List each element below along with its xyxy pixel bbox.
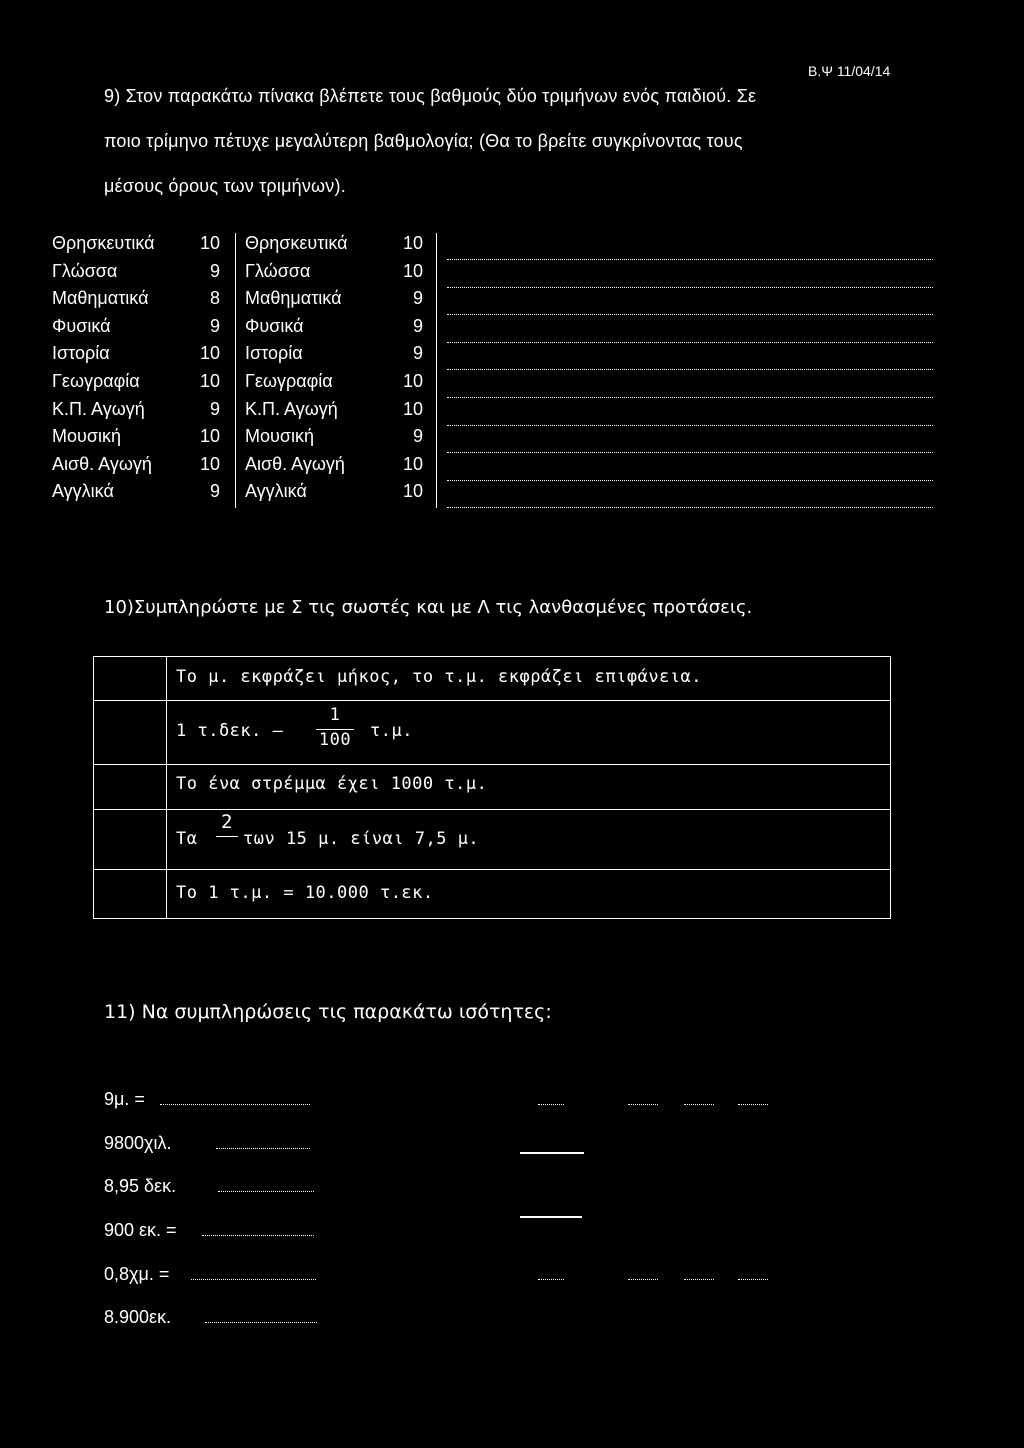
grades-row <box>0 399 1024 427</box>
answer-blank[interactable] <box>216 1148 310 1149</box>
fraction-1-100 <box>316 705 354 755</box>
tf-column-divider <box>166 657 167 918</box>
term1-subject: Μαθηματικά <box>52 288 149 309</box>
fraction-denominator: 100 <box>318 730 352 750</box>
term1-grade: 10 <box>199 233 220 253</box>
equation-6: 8.900εκ. <box>104 1307 172 1327</box>
page-code: Β.Ψ 11/04/14 <box>808 63 891 79</box>
fraction-2 <box>216 811 238 841</box>
grades-row <box>0 454 1024 482</box>
term2-subject: Αισθ. Αγωγή <box>245 453 345 474</box>
grades-row <box>0 343 1024 371</box>
term2-subject: Μουσική <box>245 426 314 447</box>
tf-statement-3: Το ένα στρέμμα έχει 1000 τ.μ. <box>176 774 488 794</box>
equation-4: 900 εκ. = <box>104 1220 177 1240</box>
q11-title: 11) Να συμπληρώσεις τις παρακάτω ισότητες: <box>104 1001 552 1023</box>
fraction-numerator: 2 <box>221 811 233 833</box>
term1-grade: 9 <box>209 260 220 281</box>
term2-grade: 10 <box>402 371 423 391</box>
term2-grade: 10 <box>402 233 423 253</box>
term1-subject: Αγγλικά <box>52 481 114 502</box>
grades-row <box>0 261 1024 289</box>
tf-row-divider <box>94 700 890 701</box>
term2-subject: Φυσικά <box>245 315 304 336</box>
q9-text-line-3: μέσους όρους των τριμήνων). <box>104 176 346 196</box>
grades-row <box>0 426 1024 454</box>
term2-grade: 9 <box>412 426 423 447</box>
term2-subject: Θρησκευτικά <box>245 233 348 253</box>
equation-5: 0,8χμ. = <box>104 1264 170 1284</box>
grades-row <box>0 316 1024 344</box>
tf-row-divider <box>94 809 890 810</box>
grades-row <box>0 233 1024 261</box>
fraction-numerator: 1 <box>329 705 341 725</box>
true-false-table <box>93 656 891 919</box>
term1-subject: Ιστορία <box>52 343 110 364</box>
answer-blank[interactable] <box>628 1104 658 1105</box>
term1-subject: Κ.Π. Αγωγή <box>52 398 145 419</box>
tf-statement-2-prefix: 1 τ.δεκ. – <box>176 721 284 741</box>
answer-blank[interactable] <box>202 1235 314 1236</box>
term2-subject: Γεωγραφία <box>245 371 333 391</box>
answer-line[interactable] <box>447 507 933 508</box>
term2-grade: 9 <box>412 288 423 309</box>
term1-subject: Θρησκευτικά <box>52 233 155 253</box>
term2-subject: Γλώσσα <box>245 260 311 281</box>
term2-subject: Ιστορία <box>245 343 303 364</box>
term2-grade: 9 <box>412 343 423 364</box>
tf-statement-4-suffix: των 15 μ. είναι 7,5 μ. <box>243 829 480 849</box>
term1-subject: Γλώσσα <box>52 260 118 281</box>
tf-statement-4-prefix: Τα <box>176 829 198 849</box>
grades-row <box>0 288 1024 316</box>
answer-blank[interactable] <box>628 1279 658 1280</box>
q9-text-line-2: ποιο τρίμηνο πέτυχε μεγαλύτερη βαθμολογία; (Θα το βρείτε συγκρίνοντας τους <box>104 131 743 151</box>
term2-grade: 10 <box>402 260 423 281</box>
answer-blank[interactable] <box>684 1279 714 1280</box>
term1-grade: 9 <box>209 398 220 419</box>
term1-grade: 10 <box>199 426 220 447</box>
equation-1: 9μ. = <box>104 1089 145 1109</box>
long-dash <box>520 1152 584 1154</box>
term1-subject: Φυσικά <box>52 315 111 336</box>
answer-blank[interactable] <box>684 1104 714 1105</box>
term1-subject: Μουσική <box>52 426 121 447</box>
term1-subject: Αισθ. Αγωγή <box>52 453 152 474</box>
answer-blank[interactable] <box>160 1104 310 1105</box>
answer-blank[interactable] <box>738 1279 768 1280</box>
answer-blank[interactable] <box>191 1279 316 1280</box>
answer-blank[interactable] <box>218 1191 314 1192</box>
term2-subject: Κ.Π. Αγωγή <box>245 398 338 419</box>
grades-table <box>0 233 1024 513</box>
term2-subject: Μαθηματικά <box>245 288 342 309</box>
term1-grade: 9 <box>209 315 220 336</box>
tf-statement-5: Το 1 τ.μ. = 10.000 τ.εκ. <box>176 883 434 903</box>
long-dash <box>520 1216 582 1218</box>
term2-subject: Αγγλικά <box>245 481 307 502</box>
q9-text-line-1: 9) Στον παρακάτω πίνακα βλέπετε τους βαθμούς δύο τριμήνων ενός παιδιού. Σε <box>104 86 757 106</box>
tf-row-divider <box>94 869 890 870</box>
tf-row-divider <box>94 764 890 765</box>
term1-subject: Γεωγραφία <box>52 371 140 391</box>
answer-blank[interactable] <box>738 1104 768 1105</box>
term2-grade: 10 <box>402 398 423 419</box>
term2-grade: 10 <box>402 453 423 474</box>
grades-row <box>0 371 1024 399</box>
equation-3: 8,95 δεκ. <box>104 1176 177 1196</box>
answer-blank[interactable] <box>538 1279 564 1280</box>
term1-grade: 10 <box>199 453 220 474</box>
term1-grade: 10 <box>199 371 220 391</box>
term1-grade: 10 <box>199 343 220 364</box>
fraction-bar <box>216 836 238 837</box>
term2-grade: 9 <box>412 315 423 336</box>
answer-blank[interactable] <box>205 1322 317 1323</box>
grades-row <box>0 481 1024 509</box>
term1-grade: 8 <box>209 288 220 309</box>
q10-title: 10)Συμπληρώστε με Σ τις σωστές και με Λ τις λανθασμένες προτάσεις. <box>104 597 753 618</box>
tf-statement-2-suffix: τ.μ. <box>370 721 413 741</box>
tf-statement-1: Το μ. εκφράζει μήκος, το τ.μ. εκφράζει επιφάνεια. <box>176 667 703 687</box>
equation-2: 9800χιλ. <box>104 1133 172 1153</box>
term1-grade: 9 <box>209 481 220 502</box>
answer-blank[interactable] <box>538 1104 564 1105</box>
term2-grade: 10 <box>402 481 423 502</box>
